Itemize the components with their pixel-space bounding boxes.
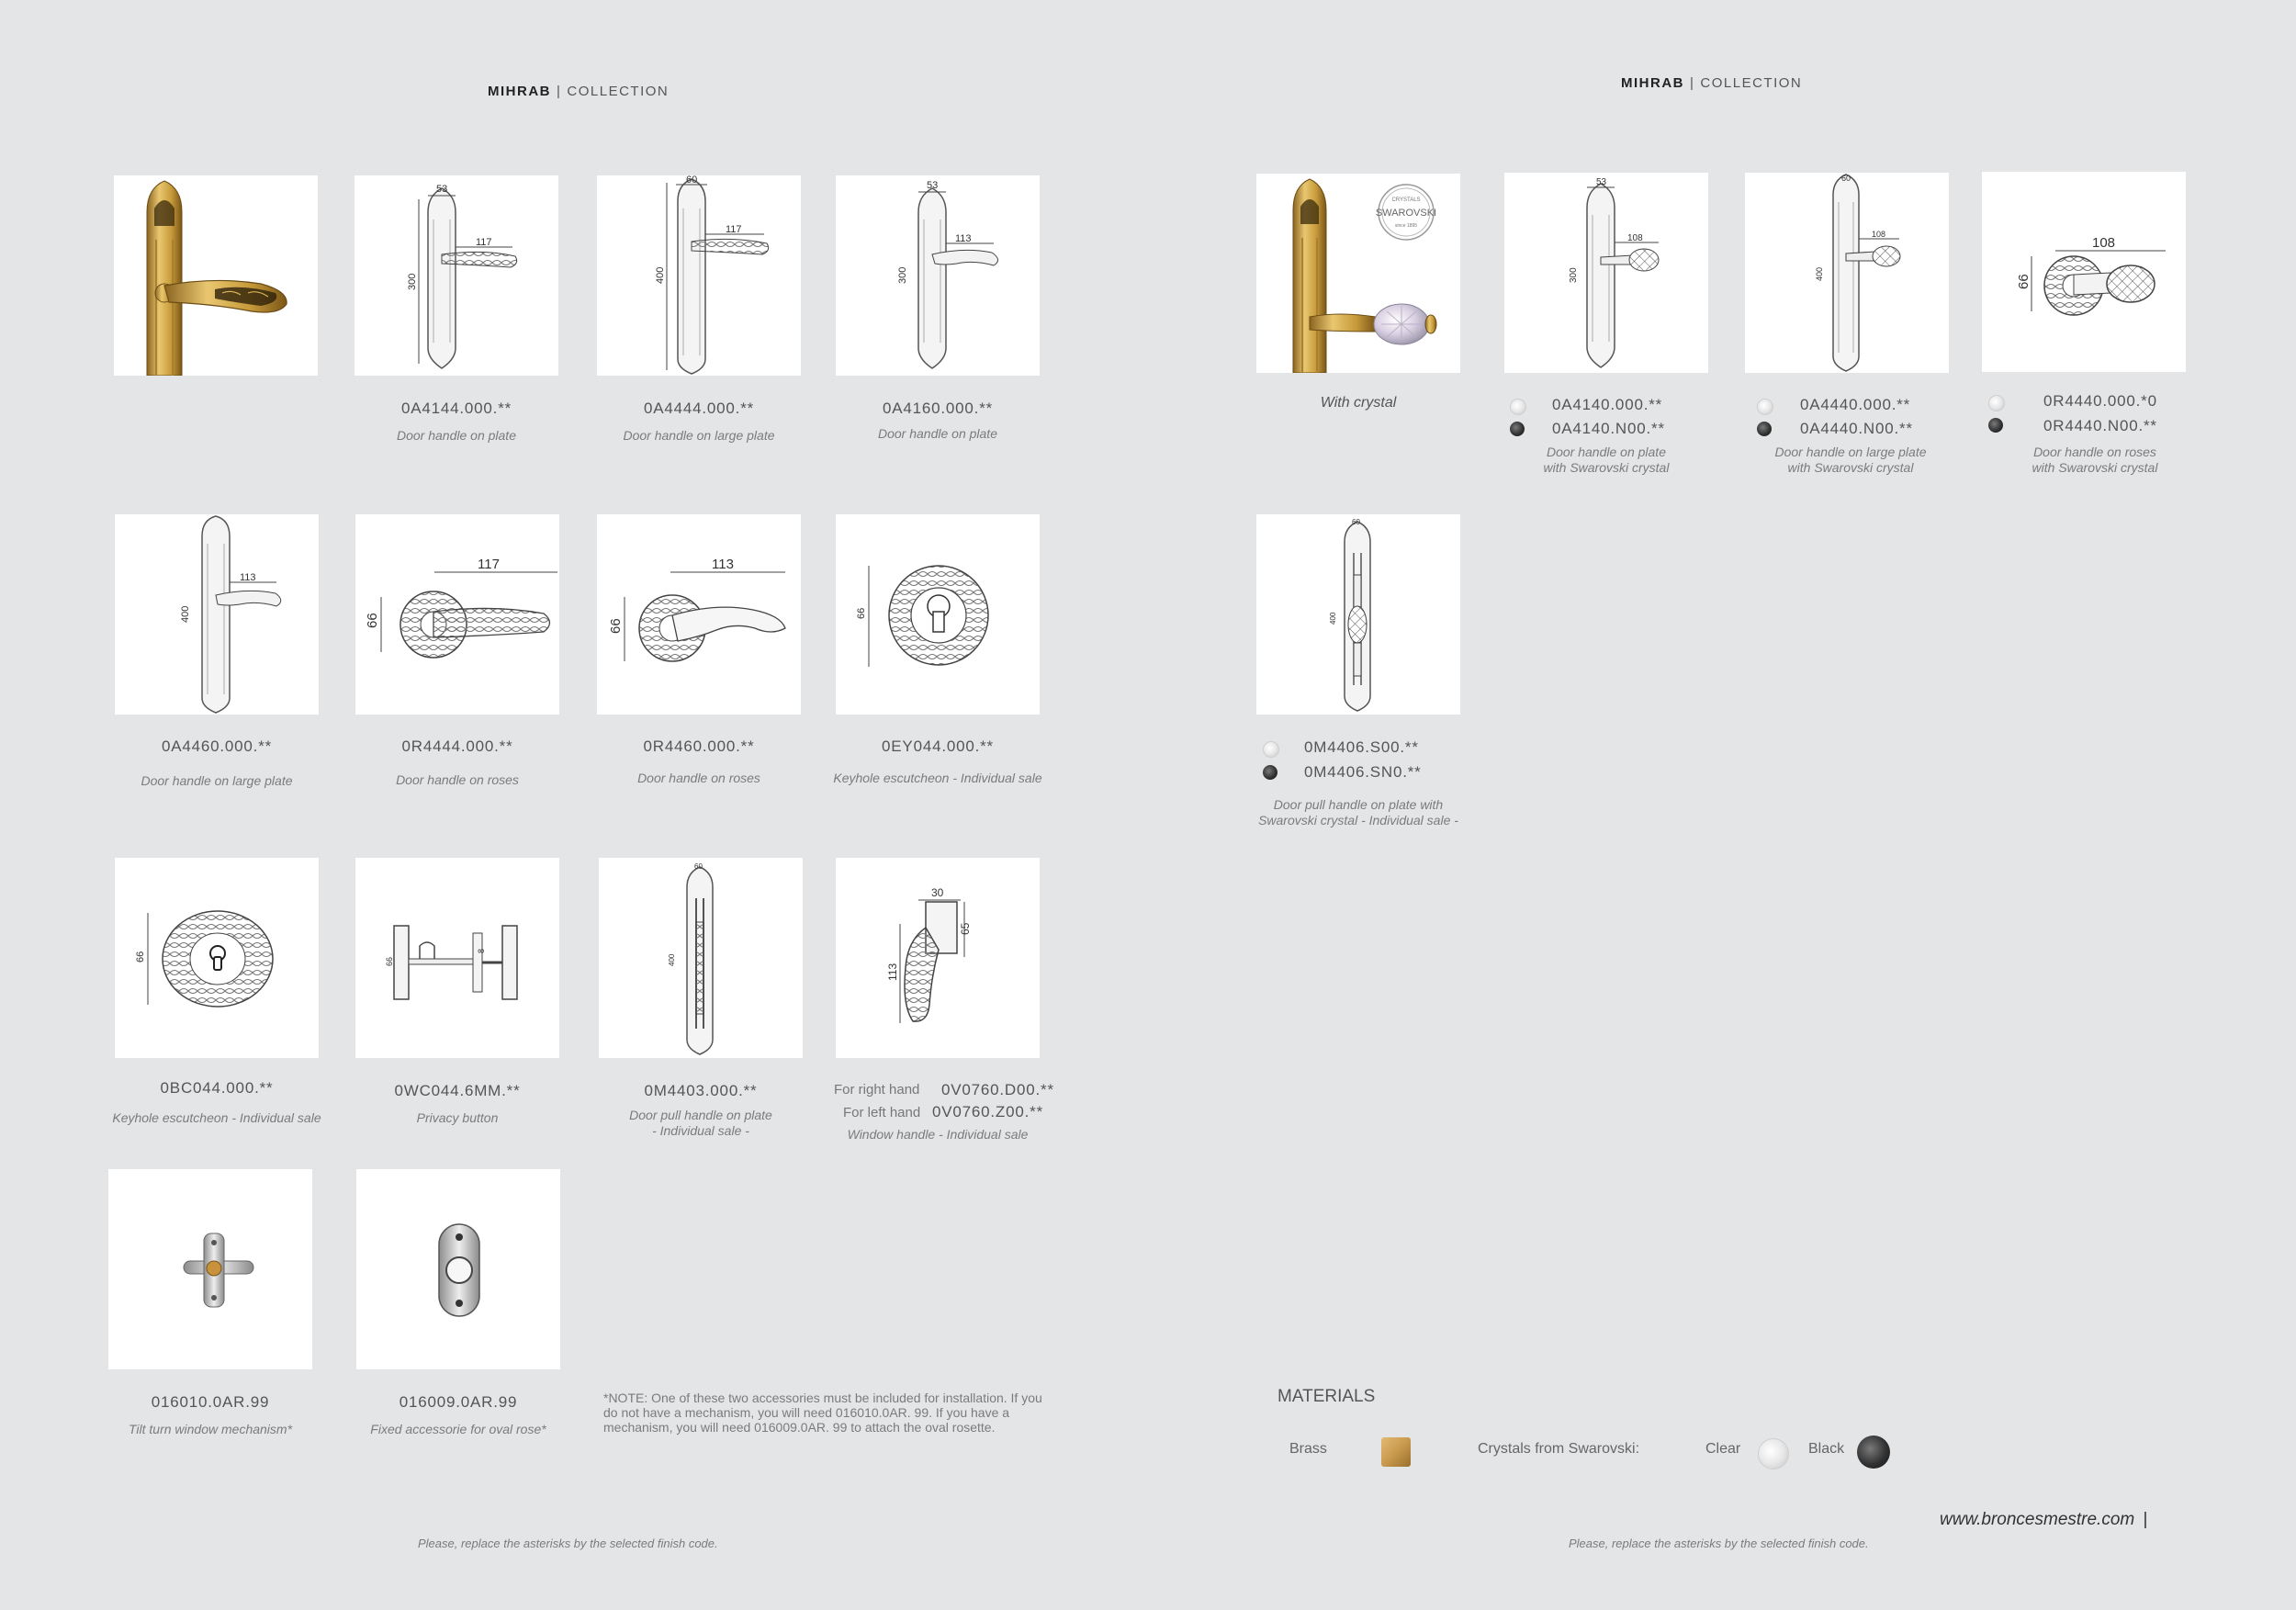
product-description: [1736, 445, 1965, 476]
dim-height: 400: [1329, 612, 1337, 625]
brass-swatch: [1379, 1435, 1412, 1469]
clear-crystal-material-swatch: [1758, 1438, 1789, 1469]
product-code: 016010.0AR.99: [151, 1393, 270, 1411]
016010-window-mechanism-photo: [108, 1169, 312, 1369]
badge-line-3: since 1895: [1394, 223, 1418, 229]
badge-line-2: SWAROVSKI: [1375, 208, 1437, 219]
016009-oval-rose-accessory-photo: [356, 1169, 560, 1369]
dim-height: 66: [385, 956, 394, 966]
product-description: Window handle - Individual sale: [847, 1127, 1029, 1142]
dim-projection: 113: [955, 233, 972, 244]
dim-depth: 8: [477, 948, 486, 953]
product-description: [1993, 445, 2197, 476]
dim-width: 53: [927, 180, 939, 191]
dim-diameter: 66: [856, 607, 867, 619]
product-description: Keyhole escutcheon - Individual sale: [112, 1110, 321, 1125]
black-crystal-label: Black: [1808, 1441, 1845, 1457]
product-code: 0A4160.000.**: [882, 400, 994, 417]
right-hand-label: For right hand: [834, 1082, 920, 1098]
product-code: 0A4144.000.**: [400, 400, 512, 417]
black-crystal-swatch: [1263, 765, 1277, 780]
description-line: Door handle on plate: [1547, 445, 1666, 459]
product-code: 0A4460.000.**: [161, 737, 273, 755]
dim-diameter: 66: [135, 951, 146, 963]
dim-projection: 117: [476, 237, 492, 248]
0a4460-technical-drawing: [115, 514, 319, 715]
description-line: with Swarovski crystal: [2032, 460, 2158, 475]
product-description: [1504, 445, 1708, 476]
dim-diameter: 66: [365, 613, 380, 628]
product-code-clear: 0A4140.000.**: [1552, 396, 1663, 413]
product-description: Fixed accessorie for oval rose*: [370, 1422, 546, 1436]
product-description: Door handle on large plate: [623, 428, 775, 443]
header-separator: |: [1690, 75, 1695, 91]
dim-width: 53: [436, 184, 448, 195]
dim-length: 113: [886, 963, 899, 981]
description-line: Door handle on large plate: [1774, 445, 1927, 459]
dim-projection: 108: [1872, 230, 1886, 239]
description-line: Swarovski crystal - Individual sale -: [1258, 813, 1458, 828]
website-link[interactable]: [1940, 1510, 2147, 1530]
dim-diameter: 66: [608, 618, 624, 634]
black-crystal-swatch: [1757, 422, 1772, 436]
dim-height: 400: [1815, 266, 1824, 281]
clear-crystal-label: Clear: [1705, 1441, 1741, 1457]
dim-projection: 117: [478, 557, 500, 572]
dim-height: 400: [668, 953, 676, 966]
black-crystal-swatch: [1510, 422, 1525, 436]
product-code: 0BC044.000.**: [160, 1079, 274, 1097]
finish-code-note: Please, replace the asterisks by the selected finish code.: [1569, 1537, 1869, 1550]
0wc044-technical-drawing: [355, 858, 559, 1058]
0a4444-technical-drawing: [597, 175, 801, 376]
0ey044-technical-drawing: [836, 514, 1040, 715]
brand-name: MIHRAB: [488, 84, 551, 99]
mihrab-crystal-handle-photo: [1256, 174, 1460, 373]
dim-projection: 113: [240, 572, 256, 583]
product-code: 0A4444.000.**: [643, 400, 755, 417]
website-bar: |: [2143, 1510, 2148, 1529]
product-code-left-hand: 0V0760.Z00.**: [932, 1103, 1043, 1120]
product-code: 016009.0AR.99: [399, 1393, 518, 1411]
0m4406-technical-drawing: [1256, 514, 1460, 715]
product-description: Privacy button: [416, 1110, 499, 1125]
website-url[interactable]: www.broncesmestre.com: [1940, 1510, 2135, 1529]
product-description: [1238, 797, 1479, 828]
product-description: Door handle on large plate: [141, 773, 293, 788]
0a4144-technical-drawing: [355, 175, 558, 376]
product-description: Door handle on plate: [397, 428, 516, 443]
dim-width: 53: [1596, 177, 1607, 187]
product-code-clear: 0R4440.000.*0: [2043, 392, 2157, 410]
dim-width: 60: [686, 175, 698, 186]
dim-projection: 117: [726, 224, 742, 235]
installation-note: *NOTE: One of these two accessories must be included for installation. If you do not have a mechanism, you will need 016010.0AR. 99. If you have a mechanism, you will need 016009.0AR. 99 to attach the oval rosette.: [603, 1390, 1042, 1435]
product-description: Tilt turn window mechanism*: [128, 1422, 293, 1436]
mihrab-gold-handle-photo: [114, 175, 318, 376]
dim-height: 300: [407, 273, 418, 290]
header-separator: |: [557, 84, 562, 99]
product-description: Door handle on roses: [396, 772, 519, 787]
0r4444-technical-drawing: [355, 514, 559, 715]
clear-crystal-swatch: [1988, 395, 2005, 411]
dim-height: 400: [655, 266, 666, 284]
description-line: with Swarovski crystal: [1543, 460, 1670, 475]
product-code: 0EY044.000.**: [882, 737, 994, 755]
dim-projection: 113: [712, 557, 734, 572]
0r4440-technical-drawing: [1982, 172, 2186, 372]
dim-width: 60: [694, 862, 703, 871]
left-hand-label: For left hand: [843, 1105, 921, 1120]
black-crystal-material-swatch: [1857, 1435, 1890, 1469]
product-code-right-hand: 0V0760.D00.**: [941, 1081, 1054, 1098]
dim-width: 60: [1352, 518, 1360, 526]
dim-projection: 108: [2092, 235, 2116, 251]
badge-line-1: CRYSTALS: [1391, 197, 1421, 203]
product-code-clear: 0M4406.S00.**: [1304, 738, 1419, 756]
brass-label: Brass: [1289, 1441, 1327, 1457]
0m4403-technical-drawing: [599, 858, 803, 1058]
0v0760-technical-drawing: [836, 858, 1040, 1058]
dim-height: 300: [1569, 267, 1579, 283]
dim-width: 60: [1841, 174, 1851, 183]
crystals-label: Crystals from Swarovski:: [1478, 1441, 1640, 1457]
clear-crystal-swatch: [1510, 399, 1526, 415]
dim-height: 300: [897, 266, 908, 284]
dim-width: 30: [931, 886, 944, 899]
clear-crystal-swatch: [1757, 399, 1773, 415]
product-description: Keyhole escutcheon - Individual sale: [833, 771, 1042, 785]
collection-label: COLLECTION: [1700, 75, 1803, 91]
description-line: Door handle on roses: [2033, 445, 2156, 459]
description-line: Door pull handle on plate with: [1273, 797, 1444, 812]
product-code: 0R4444.000.**: [401, 737, 513, 755]
0a4140-technical-drawing: [1504, 173, 1708, 373]
0a4160-technical-drawing: [836, 175, 1040, 376]
description-line: - Individual sale -: [652, 1123, 749, 1138]
product-code-black: 0A4140.N00.**: [1552, 420, 1665, 437]
0a4440-technical-drawing: [1745, 173, 1949, 373]
left-collection-header: [488, 84, 669, 99]
dim-base: 65: [959, 922, 972, 935]
product-code-black: 0R4440.N00.**: [2043, 417, 2157, 434]
description-line: Door pull handle on plate: [629, 1108, 772, 1122]
product-code-black: 0M4406.SN0.**: [1304, 763, 1422, 781]
product-code-black: 0A4440.N00.**: [1800, 420, 1913, 437]
right-collection-header: [1621, 75, 1802, 91]
0bc044-technical-drawing: [115, 858, 319, 1058]
product-code-clear: 0A4440.000.**: [1800, 396, 1911, 413]
black-crystal-swatch: [1988, 418, 2003, 433]
crystal-caption: With crystal: [1320, 395, 1397, 411]
brand-name: MIHRAB: [1621, 75, 1684, 91]
dim-projection: 108: [1627, 233, 1643, 243]
description-line: with Swarovski crystal: [1787, 460, 1914, 475]
materials-title: MATERIALS: [1277, 1387, 1376, 1406]
dim-diameter: 66: [2016, 274, 2032, 289]
finish-code-note: Please, replace the asterisks by the selected finish code.: [418, 1537, 718, 1550]
product-description: Door handle on plate: [878, 426, 997, 441]
product-code: 0R4460.000.**: [643, 737, 755, 755]
dim-height: 400: [180, 605, 191, 623]
product-code: 0WC044.6MM.**: [394, 1082, 521, 1099]
clear-crystal-swatch: [1263, 741, 1279, 758]
product-code: 0M4403.000.**: [644, 1082, 758, 1099]
product-description: [599, 1108, 803, 1139]
0r4460-technical-drawing: [597, 514, 801, 715]
product-description: Door handle on roses: [637, 771, 760, 785]
collection-label: COLLECTION: [567, 84, 670, 99]
